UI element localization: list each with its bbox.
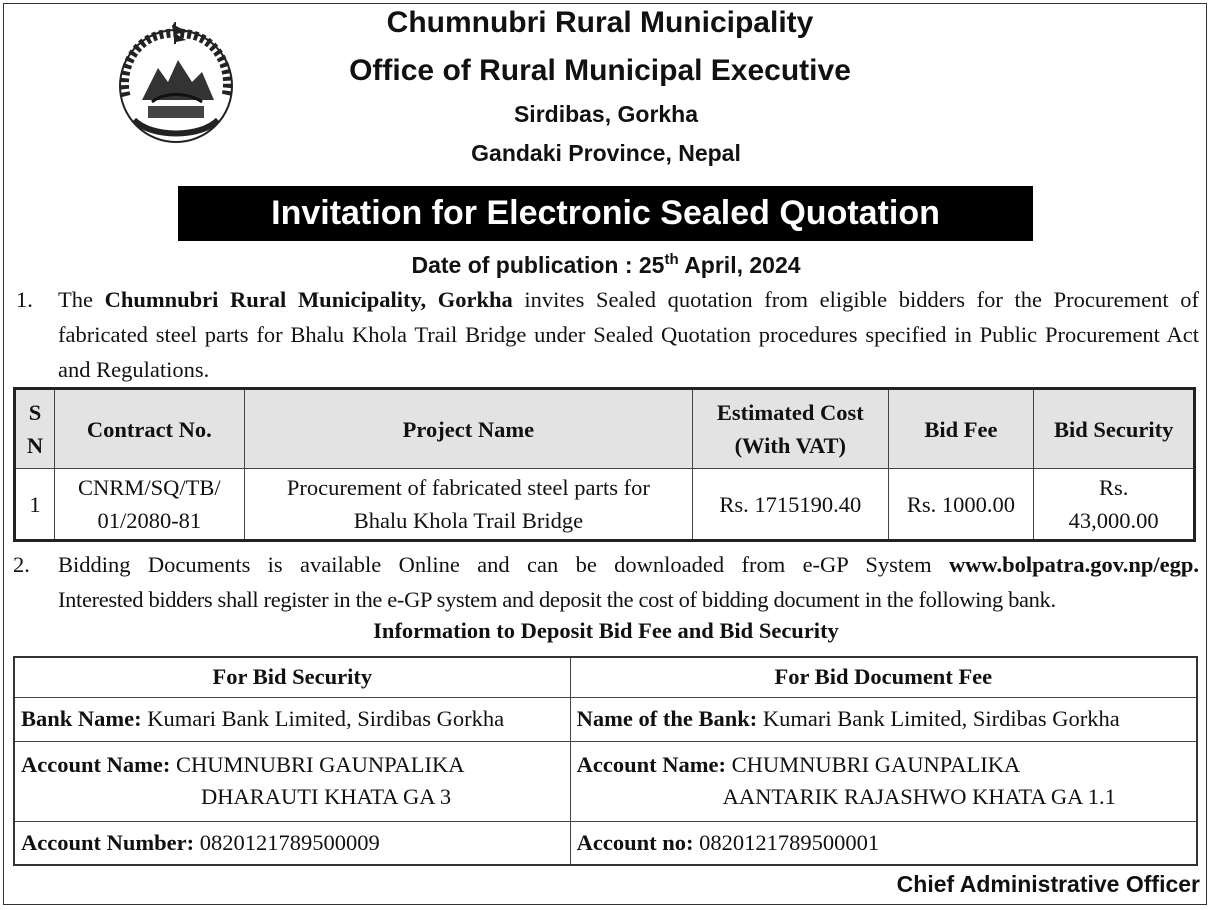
security-account-name: Account Name: CHUMNUBRI GAUNPALIKA DHARAUTI KHATA GA 3 <box>14 741 570 821</box>
publication-date <box>0 251 1212 279</box>
header-for-bid-security: For Bid Security <box>14 657 570 697</box>
deposit-info-title: Information to Deposit Bid Fee and Bid Security <box>373 618 839 643</box>
security-bank-name: Bank Name: Kumari Bank Limited, Sirdibas Gorkha <box>14 697 570 741</box>
publication-date-rest: April, 2024 <box>678 252 801 278</box>
table-row <box>14 697 1197 741</box>
header-for-bid-document-fee: For Bid Document Fee <box>570 657 1197 697</box>
cell-project-name: Procurement of fabricated steel parts for Bhalu Khola Trail Bridge <box>244 469 692 541</box>
cell-estimated-cost: Rs. 1715190.40 <box>693 469 889 541</box>
fee-account-name: Account Name: CHUMNUBRI GAUNPALIKA AANTARIK RAJASHWO KHATA GA 1.1 <box>570 741 1197 821</box>
header-contract-no: Contract No. <box>54 389 244 469</box>
header-project-name: Project Name <box>244 389 692 469</box>
item-2-line-2: Interested bidders shall register in the e-GP system and deposit the cost of bidding document in the following bank. <box>58 587 1056 612</box>
header-bid-fee: Bid Fee <box>888 389 1034 469</box>
item-2-line-1 <box>58 547 1199 582</box>
contract-table <box>13 387 1196 542</box>
org-name: Chumnubri Rural Municipality <box>386 6 814 39</box>
office-location: Sirdibas, Gorkha <box>513 101 699 127</box>
publication-date-label: Date of publication : 25 <box>411 252 665 278</box>
item-2-line-1-text: Bidding Documents is available Online and can be downloaded from e-GP System <box>58 552 949 577</box>
header-sn: S N <box>15 389 55 469</box>
signatory-title: Chief Administrative Officer <box>896 871 1200 897</box>
table-row <box>14 741 1197 821</box>
notice-title: Invitation for Electronic Sealed Quotation <box>271 194 940 232</box>
cell-bid-security: Rs. 43,000.00 <box>1034 469 1195 541</box>
notice-title-banner <box>178 186 1033 241</box>
table-row <box>14 821 1197 865</box>
security-account-number: Account Number: 0820121789500009 <box>14 821 570 865</box>
item-1-number: 1. <box>16 287 33 312</box>
cell-sn: 1 <box>15 469 55 541</box>
header-estimated-cost: Estimated Cost (With VAT) <box>693 389 889 469</box>
office-name: Office of Rural Municipal Executive <box>349 54 851 87</box>
item-1-municipality: Chumnubri Rural Municipality, Gorkha <box>104 287 513 312</box>
cell-contract-no: CNRM/SQ/TB/ 01/2080-81 <box>54 469 244 541</box>
egp-link[interactable]: www.bolpatra.gov.np/egp. <box>948 552 1199 577</box>
table-row <box>15 469 1195 541</box>
contract-table-header-row <box>15 389 1195 469</box>
item-1-text <box>58 282 1199 387</box>
publication-date-suffix: th <box>664 251 679 268</box>
fee-account-number: Account no: 0820121789500001 <box>570 821 1197 865</box>
fee-bank-name: Name of the Bank: Kumari Bank Limited, Sirdibas Gorkha <box>570 697 1197 741</box>
cell-bid-fee: Rs. 1000.00 <box>888 469 1034 541</box>
deposit-table <box>13 656 1198 866</box>
item-1-post: invites Sealed quotation from eligible bidders for the Procurement of fabricated steel parts for Bhalu Khola Trail Bridge under Sealed Quotation procedures specified in Public Procurement Act and Regulations. <box>58 287 1199 382</box>
item-1-pre: The <box>58 287 105 312</box>
deposit-table-header-row <box>14 657 1197 697</box>
header-bid-security: Bid Security <box>1034 389 1195 469</box>
office-province: Gandaki Province, Nepal <box>471 140 741 166</box>
item-2-number: 2. <box>13 552 30 577</box>
item-2-text <box>58 547 1199 617</box>
